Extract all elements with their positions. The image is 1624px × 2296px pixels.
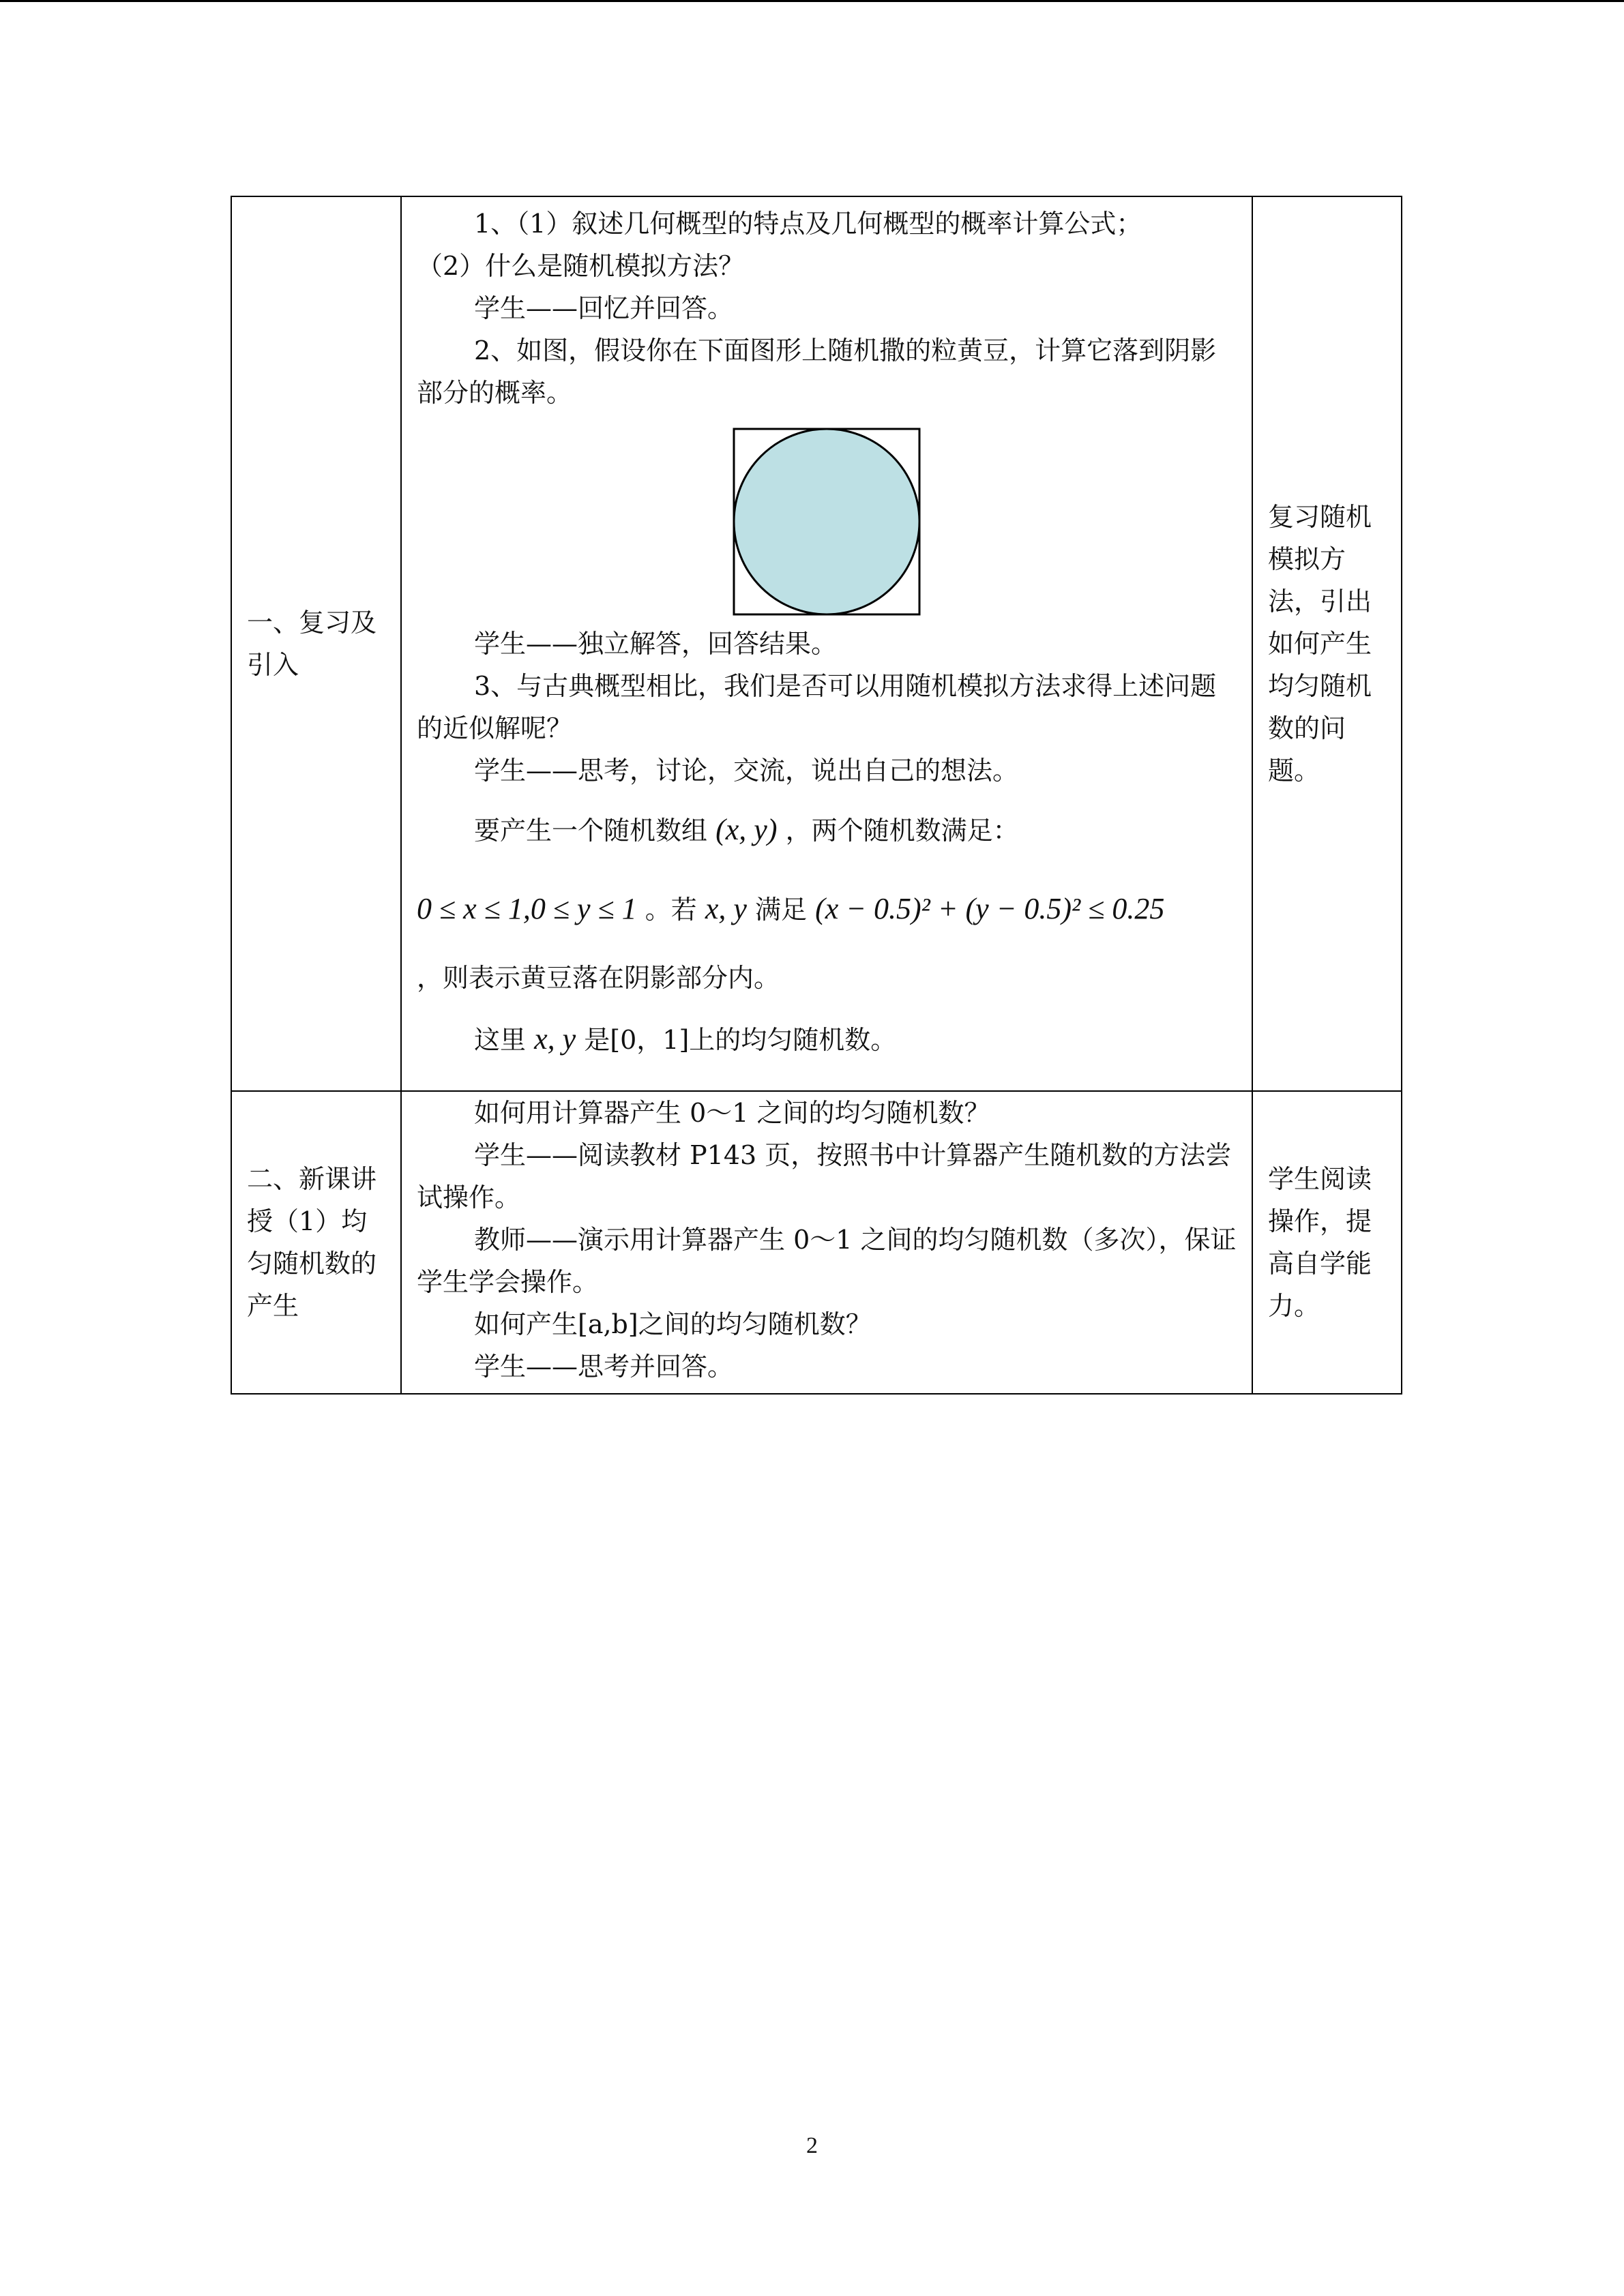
question-3: 3、与古典概型相比，我们是否可以用随机模拟方法求得上述问题的近似解呢？ — [417, 671, 1217, 743]
question-2: 2、如图，假设你在下面图形上随机撒的粒黄豆，计算它落到阴影部分的概率。 — [417, 336, 1217, 408]
note-text-review: 复习随机模拟方法，引出如何产生均匀随机数的问题。 — [1268, 502, 1372, 786]
uniform-text-a: 这里 — [474, 1025, 527, 1055]
stage-cell-new-lesson — [231, 1091, 401, 1394]
circle-in-square-figure — [733, 428, 921, 616]
table-row-review — [231, 196, 1402, 1091]
shaded-circle — [734, 429, 919, 614]
stage-cell-review — [231, 196, 401, 1091]
xy-variables-2: x, y — [534, 1022, 576, 1056]
page-number: 2 — [806, 2133, 818, 2158]
stage-label-review: 一、复习及引入 — [247, 608, 377, 680]
condition-text-b: 满足 — [755, 895, 808, 925]
lesson-plan-table — [231, 196, 1402, 1395]
range-formula: 0 ≤ x ≤ 1,0 ≤ y ≤ 1 — [417, 892, 637, 925]
xy-variables-1: x, y — [705, 892, 747, 925]
question-interval: 如何产生[a,b]之间的均匀随机数？ — [474, 1309, 872, 1339]
circle-inequality-formula: (x − 0.5)² + (y − 0.5)² ≤ 0.25 — [815, 892, 1165, 925]
stage-label-new-lesson: 二、新课讲授（1）均匀随机数的产生 — [247, 1164, 377, 1321]
condition-text-a: 。若 — [645, 895, 697, 925]
uniform-text-b: 是[0，1]上的均匀随机数。 — [584, 1025, 897, 1055]
content-cell-new-lesson — [401, 1091, 1252, 1394]
random-pair-sentence — [417, 796, 1237, 865]
random-pair-text-a: 要产生一个随机数组 — [474, 816, 708, 846]
random-pair-text-b: ，两个随机数满足： — [785, 816, 1019, 846]
student-read-textbook: 学生——阅读教材 P143 页，按照书中计算器产生随机数的方法尝试操作。 — [417, 1140, 1232, 1212]
question-1-line-1: 1、（1）叙述几何概型的特点及几何概型的概率计算公式； — [474, 209, 1142, 239]
student-response-1: 学生——回忆并回答。 — [474, 293, 734, 323]
student-response-3: 学生——思考，讨论，交流，说出自己的想法。 — [474, 756, 1019, 786]
question-calculator: 如何用计算器产生 0～1 之间的均匀随机数？ — [474, 1098, 990, 1128]
random-pair-formula: (x, y) — [715, 813, 778, 846]
teacher-demonstration: 教师——演示用计算器产生 0～1 之间的均匀随机数（多次），保证学生学会操作。 — [417, 1225, 1237, 1297]
condition-line — [417, 865, 1237, 954]
student-response-2: 学生——独立解答，回答结果。 — [474, 629, 838, 659]
figure-container — [417, 414, 1237, 623]
note-text-new-lesson: 学生阅读操作，提高自学能力。 — [1268, 1164, 1372, 1321]
conclusion-line: ，则表示黄豆落在阴影部分内。 — [417, 963, 780, 993]
note-cell-review — [1252, 196, 1402, 1091]
note-cell-new-lesson — [1252, 1091, 1402, 1394]
table-row-new-lesson — [231, 1091, 1402, 1394]
top-border-line — [0, 0, 1624, 2]
content-cell-review — [401, 196, 1252, 1091]
question-1-line-2: （2）什么是随机模拟方法？ — [417, 251, 745, 281]
uniform-random-line — [417, 1002, 1237, 1077]
student-think-answer: 学生——思考并回答。 — [474, 1352, 734, 1382]
